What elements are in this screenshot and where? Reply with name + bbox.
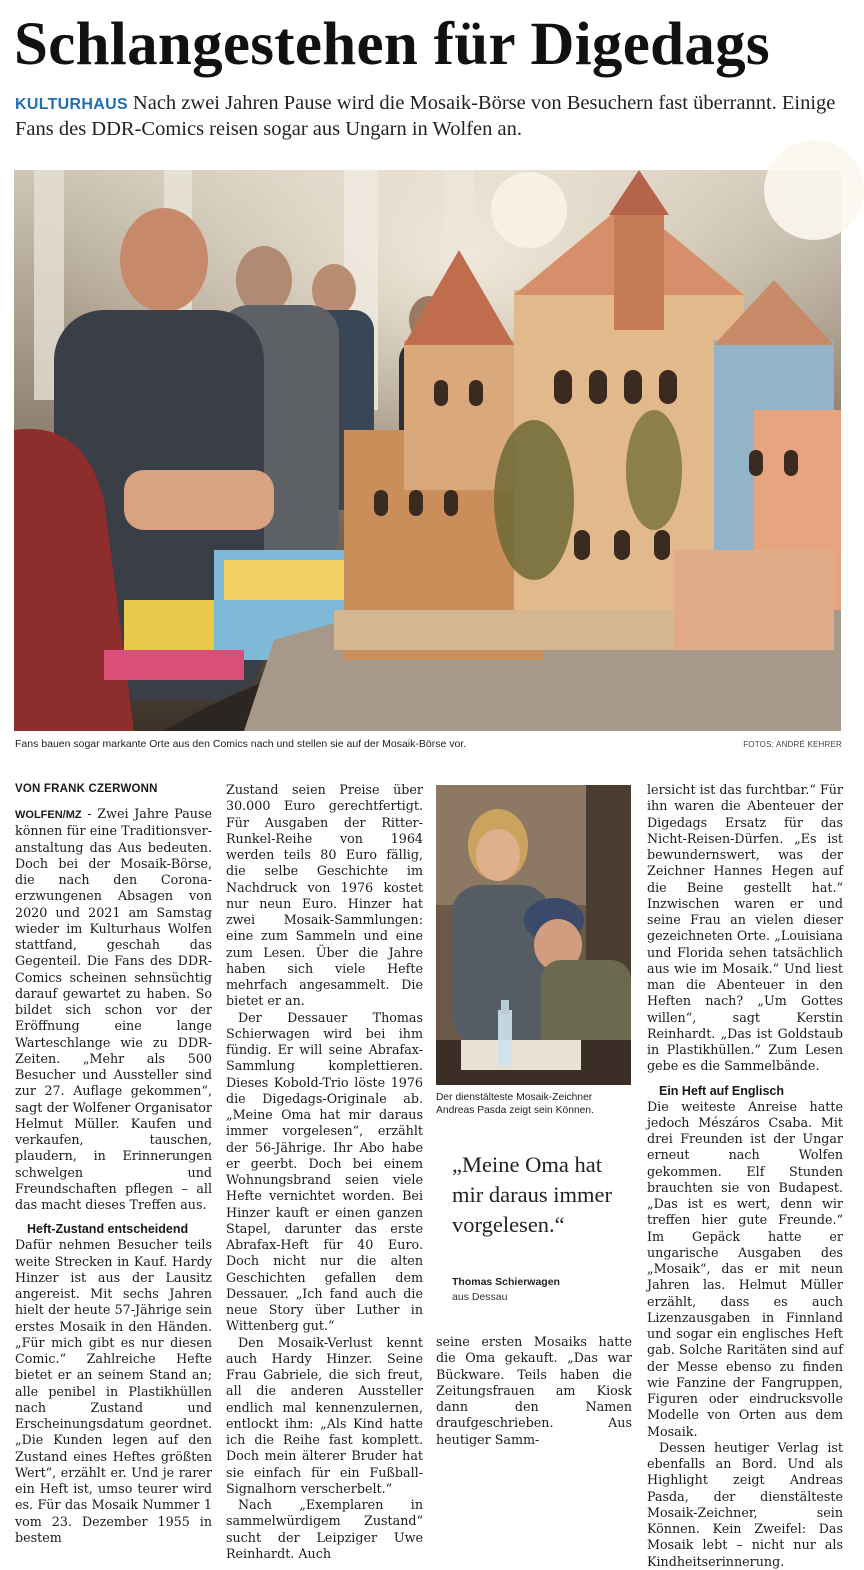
column-3 [436,1334,632,1448]
paragraph: Nach „Exemplaren in sammelwürdigem Zustand“ sucht der Leipziger Uwe Reinhardt. Auch [226,1497,423,1561]
paragraph: lersicht ist das furchtbar.“ Für ihn waren die Abenteuer der Digedags Ersatz für das Nicht-Reisen-Dürfen. „Es ist bewundernswert, was der Zeichner Hannes Hegen auf die Beine gestellt hat.“ Inzwischen waren er und seine Frau an vielen dieser gezeichneten Orte. „Louisiana und Florida sehen tatsächlich aus wie im Mosaik.“ Und liest man die Abenteuer in den Heften nach? „Um Gottes willen“, sagt Kerstin Reinhardt. „Das ist Goldstaub in Plastikhüllen.“ Zum Lesen gebe es die Sammelbände. [647,782,843,1074]
artist-photo [436,785,631,1085]
paragraph: seine ersten Mosaiks hatte die Oma gekauft. „Das war Bückware. Teils haben die Zeitungsfrauen am Kiosk dann den Namen draufgeschrieben. Aus heutiger Samm- [436,1334,632,1447]
subhead-text: Nach zwei Jahren Pause wird die Mosaik-Börse von Besuchern fast überrannt. Einige Fans des DDR-Comics reisen sogar aus Ungarn in Wolfen an. [15,92,836,140]
main-photo [14,170,841,731]
paragraph: Die weiteste Anreise hatte jedoch Mészáros Csaba. Mit drei Freunden ist der Ungar erneut nach Wolfen gekommen. Elf Stunden brauchten sie von Budapest. „Das ist es wert, denn wir treffen hier gute Freunde.“ Im Gepäck hatte er ungarische Ausgaben des „Mosaik“, das er mit neun Jahren las. Helmut Müller erzählt, dass es auch Lizenzausgaben in Finnland und sogar ein englisches Heft gab. Solche Raritäten sind auf der Messe ebenso zu finden wie Fanzine der Fangruppen, Figuren oder eindrucksvolle Modelle von Orten aus dem Mosaik. [647,1098,843,1439]
paragraph: Den Mosaik-Verlust kennt auch Hardy Hinzer. Seine Frau Gabriele, die sich freut, all die anderen Aussteller endlich mal kennenzulernen, entlockt ihm: „Als Kind hatte ich die Reihe fast komplett. Doch mein älterer Bruder hat sie einfach für ein Fußball-Signalhorn verscherbelt.“ [226,1334,423,1496]
artist-drawing-photo [436,785,631,1085]
column-1 [15,782,212,1546]
pull-quote: „Meine Oma hat mir daraus immer vorgelesen.“ [452,1152,612,1237]
paragraph: Dafür nehmen Besucher teils weite Strecken in Kauf. Hardy Hinzer ist aus der Lausitz angereist. Mit sechs Jahren hielt der heute 57-Jährige sein erstes Mosaik in den Händen. „Für mich gibt es nur diesen Comic.“ Zahlreiche Hefte bietet er an seinem Stand an; alle penibel in Plastikhüllen nach Zustand und Erscheinungsdatum geordnet. „Die Kunden legen auf den Zustand eines Heftes größten Wert“, erzählt er. Und je rarer ein Heft ist, umso teurer wird es. Für das Mosaik Nummer 1 vom 23. Dezember 1955 in bestem [15,1237,212,1545]
quote-attribution-name: Thomas Schierwagen [452,1276,560,1288]
column-2 [226,782,423,1562]
photo-credit: FOTOS: ANDRÉ KEHRER [743,740,842,749]
headline: Schlangestehen für Digedags [14,11,770,78]
paragraph: Zustand seien Preise über 30.000 Euro gerechtfertigt. Für Ausgaben der Ritter-Runkel-Reihe von 1964 werden teils 80 Euro fällig, die selbe Geschichte im Nachdruck von 1976 kostet nur neun Euro. Hinzer hat zwei Mosaik-Sammlungen: eine zum Sammeln und eine zum Lesen. Über die Jahre haben sich viele Hefte mehrfach angesammelt. Die bietet er an. [226,782,423,1009]
quote-attribution-place: aus Dessau [452,1291,508,1303]
byline: VON FRANK CZERWONN [15,783,158,795]
subheadline [15,91,851,142]
section-subhead: Heft-Zustand entscheidend [27,1222,189,1237]
side-photo-caption: Der dienstälteste Mosaik-Zeichner Andreas Pasda zeigt sein Können. [436,1092,594,1116]
kicker: KULTURHAUS [15,96,128,113]
paragraph: Dessen heutiger Verlag ist ebenfalls an Bord. Und als Highlight zeigt Andreas Pasda, der dienstälteste Mosaik-Zeichner, sein Können. Kein Zweifel: Das Mosaik lebt – nicht nur als Kindheitserinnerung. [647,1439,843,1569]
paragraph: WOLFEN/MZ - Zwei Jahre Pause können für eine Traditionsveranstaltung das Aus bedeuten. Doch bei der Mosaik-Börse, die nach den Corona-erzwungenen Absagen von 2020 und 2021 am Samstag wieder im Kulturhaus Wolfen stattfand, geschah das Gegenteil. Die Fans des DDR-Comics scheinen sehnsüchtig darauf gewartet zu haben. So bildet sich schon vor der Eröffnung eine lange Warteschlange wie zu DDR-Zeiten. „Mehr als 500 Besucher und Aussteller sind zur 27. Auflage gekommen“, sagt der Wolfener Organisator Helmut Müller. Kaufen und verkaufen, tauschen, plaudern, in Erinnerungen schwelgen und Freundschaften pflegen – all das macht dieses Treffen aus. [15,806,212,1212]
column-4 [647,782,843,1570]
castle-model-photo [14,170,841,731]
section-subhead: Ein Heft auf Englisch [659,1083,785,1098]
photo-caption: Fans bauen sogar markante Orte aus den Comics nach und stellen sie auf der Mosaik-Börse vor. [15,738,467,750]
dateline: WOLFEN/MZ [15,809,82,821]
paragraph: Der Dessauer Thomas Schierwagen wird bei ihm fündig. Er will seine Abrafax-Sammlung komplettieren. Dieses Kobold-Trio löste 1976 die Digedags-Originale ab. „Meine Oma hat mir daraus immer vorgelesen“, erzählt der 56-Jährige. Ihr Abo habe er geerbt. Doch bei einem Wohnungsbrand seien viele Hefte vernichtet worden. Bei Hinzer kauft er einen ganzen Stapel, darunter das erste Abrafax-Heft für 40 Euro. Doch nicht nur die alten Geschichten gefallen dem Dessauer. „Ich fand auch die neue Story über Luther in Wittenberg gut.“ [226,1009,423,1334]
